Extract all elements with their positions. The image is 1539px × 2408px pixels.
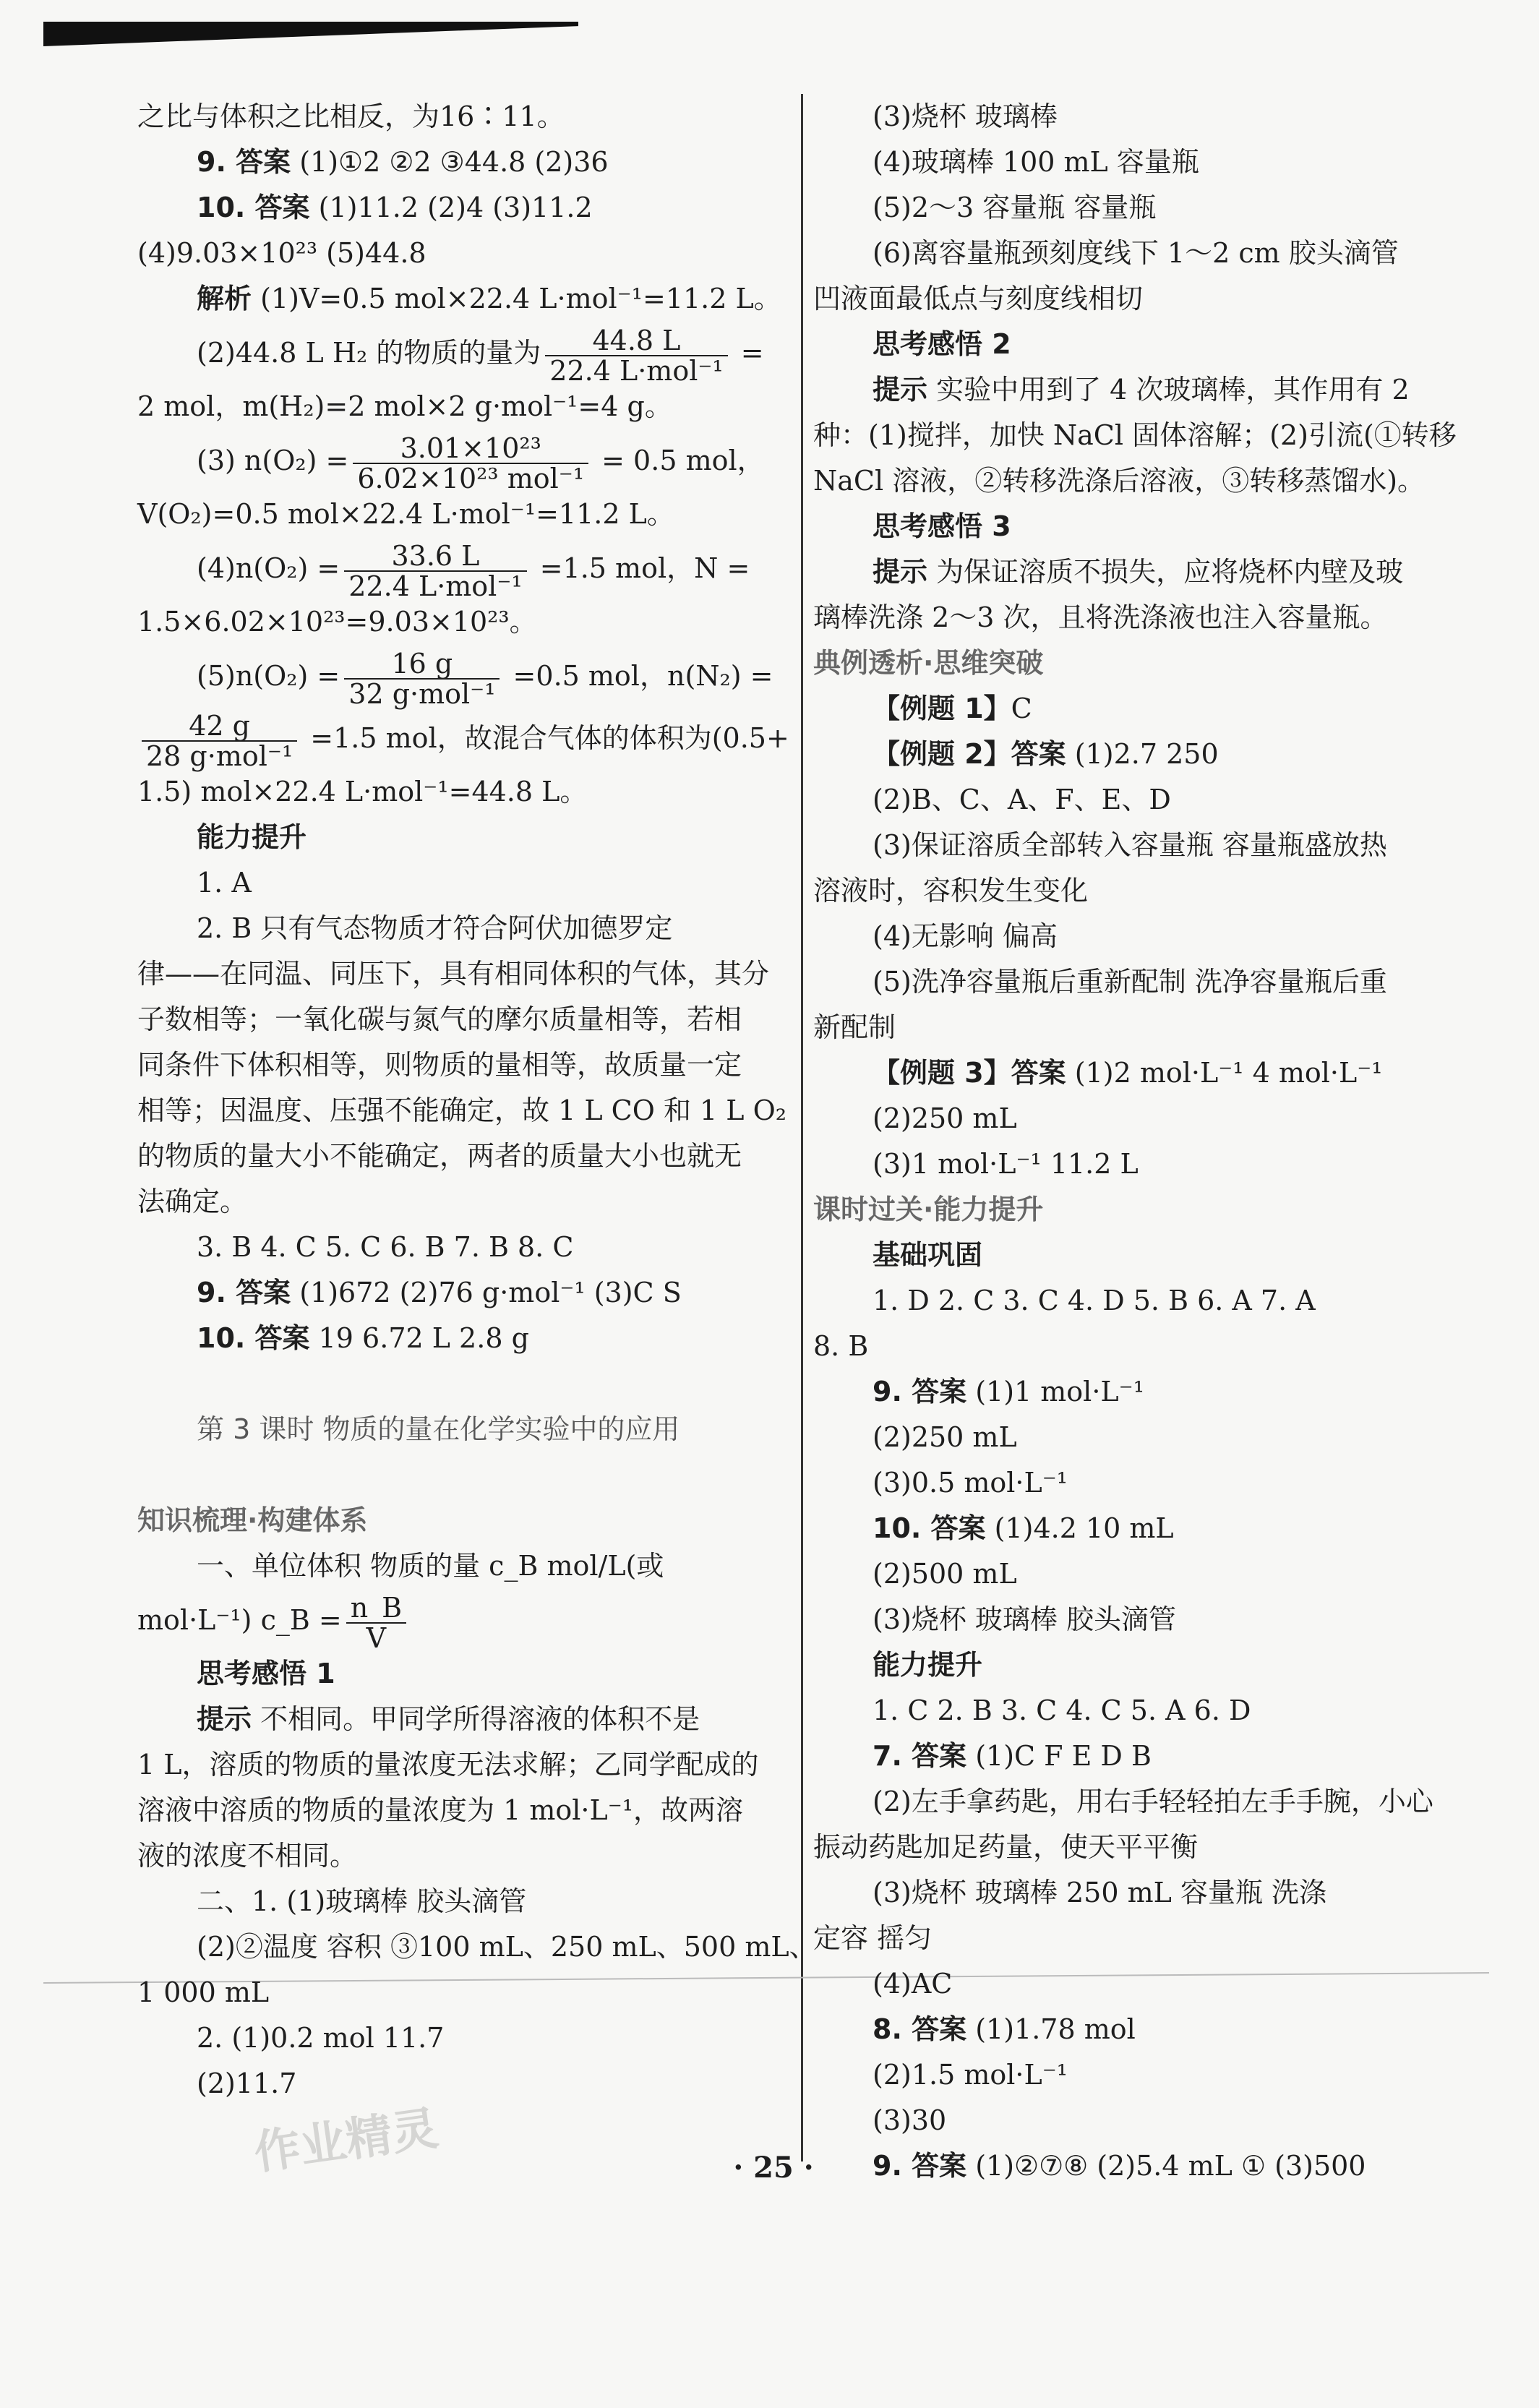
line-text: 不相同。甲同学所得溶液的体积不是 (252, 1703, 700, 1735)
line-text: (2)250 mL (873, 1421, 1017, 1453)
line-text: 2 mol，m(H₂)=2 mol×2 g·mol⁻¹=4 g。 (137, 390, 672, 422)
text-line (137, 140, 802, 185)
text-line (137, 769, 802, 815)
page-number: · 25 · (733, 2151, 814, 2185)
answer-label: 提示 (197, 1703, 252, 1735)
text-line (813, 2052, 1478, 2098)
line-text: 1.5×6.02×10²³=9.03×10²³。 (137, 606, 537, 638)
text-line (813, 640, 1478, 686)
text-line (813, 185, 1478, 231)
line-text-after: =0.5 mol，n(N₂) = (504, 660, 773, 692)
fraction-denominator: V (366, 1621, 387, 1654)
fraction (353, 434, 588, 493)
line-text: 相等；因温度、压强不能确定，故 1 L CO 和 1 L O₂ (137, 1094, 786, 1126)
text-line (137, 537, 802, 602)
text-line (813, 686, 1478, 732)
text-line (813, 1688, 1478, 1734)
line-text: 种：(1)搅拌，加快 NaCl 固体溶解；(2)引流(①转移 (813, 419, 1457, 451)
line-text: (4)9.03×10²³ (5)44.8 (137, 237, 426, 269)
line-text: 二、1. (1)玻璃棒 胶头滴管 (197, 1885, 527, 1917)
line-text: 液的浓度不相同。 (137, 1840, 358, 1872)
fraction (545, 326, 727, 385)
line-text: (1)672 (2)76 g·mol⁻¹ (3)C S (291, 1277, 682, 1308)
text-line (813, 868, 1478, 914)
text-line (813, 1506, 1478, 1551)
lesson-heading: 第 3 课时 物质的量在化学实验中的应用 (197, 1413, 680, 1445)
line-text: (1)②⑦⑧ (2)5.4 mL ① (3)500 (966, 2150, 1366, 2182)
line-text: 1. D 2. C 3. C 4. D 5. B 6. A 7. A (873, 1285, 1316, 1316)
answer-label: 9. 答案 (873, 1376, 967, 1407)
answer-label: 10. 答案 (197, 1322, 310, 1354)
text-line (813, 1415, 1478, 1460)
text-line (137, 231, 802, 276)
line-text: (2)11.7 (197, 2068, 297, 2099)
line-text: mol·L⁻¹) c_B = (137, 1604, 342, 1636)
line-text: (1)C F E D B (966, 1740, 1152, 1772)
fraction-denominator: 32 g·mol⁻¹ (348, 677, 496, 710)
fraction (346, 1593, 406, 1653)
text-line (137, 1543, 802, 1589)
text-line (137, 707, 802, 772)
line-text: (3)30 (873, 2104, 947, 2136)
line-text: (1)V=0.5 mol×22.4 L·mol⁻¹=11.2 L。 (252, 283, 781, 314)
answer-label: 10. 答案 (873, 1512, 986, 1544)
text-line (137, 815, 802, 860)
line-text: 新配制 (813, 1011, 896, 1043)
text-line (813, 458, 1478, 504)
text-line (137, 185, 802, 231)
text-line (137, 1361, 802, 1407)
text-line (137, 997, 802, 1042)
text-line (813, 1734, 1478, 1779)
text-line (137, 906, 802, 951)
text-line (137, 1407, 802, 1452)
fraction-numerator: n_B (346, 1593, 406, 1624)
text-line (813, 1460, 1478, 1506)
text-line (137, 2015, 802, 2061)
text-line (813, 1187, 1478, 1233)
line-text: (2)1.5 mol·L⁻¹ (873, 2059, 1068, 2091)
line-text: (2)250 mL (873, 1102, 1017, 1134)
line-text: (2)②温度 容积 ③100 mL、250 mL、500 mL、 (197, 1931, 817, 1963)
line-text: 8. B (813, 1330, 869, 1362)
text-line (813, 914, 1478, 959)
line-text: NaCl 溶液，②转移洗涤后溶液，③转移蒸馏水)。 (813, 465, 1426, 497)
fraction (344, 649, 500, 708)
answer-label: 9. 答案 (197, 146, 291, 178)
fraction-denominator: 22.4 L·mol⁻¹ (348, 570, 523, 602)
text-line (137, 1924, 817, 1970)
text-line (137, 645, 802, 710)
line-text: 为保证溶质不损失，应将烧杯内壁及玻 (927, 556, 1404, 588)
text-line (813, 595, 1478, 640)
text-line (813, 504, 1478, 549)
answer-label: 能力提升 (873, 1649, 983, 1681)
text-line (813, 1233, 1478, 1278)
text-line (813, 2143, 1478, 2189)
text-line (813, 1870, 1478, 1916)
line-text: 1. A (197, 867, 252, 899)
line-text: 一、单位体积 物质的量 c_B mol/L(或 (197, 1550, 664, 1582)
text-line (137, 1788, 802, 1833)
line-text: (4)玻璃棒 100 mL 容量瓶 (873, 146, 1199, 178)
text-line (813, 413, 1478, 458)
line-text: (4)无影响 偏高 (873, 920, 1058, 952)
text-line (137, 1742, 802, 1788)
text-line (137, 951, 802, 997)
answer-label: 9. 答案 (197, 1277, 291, 1308)
answer-label: 提示 (873, 556, 928, 588)
fraction-denominator: 28 g·mol⁻¹ (146, 740, 293, 772)
section-heading: 典例透析·思维突破 (813, 647, 1044, 679)
text-line (813, 2007, 1478, 2052)
answer-label: 提示 (873, 374, 928, 406)
text-line (137, 860, 802, 906)
line-text: 振动药匙加足药量，使天平平衡 (813, 1831, 1199, 1863)
text-line (137, 1498, 802, 1543)
fraction (344, 541, 526, 601)
line-text: 定容 摇匀 (813, 1922, 933, 1954)
text-line (137, 1833, 802, 1879)
text-line (813, 1096, 1478, 1141)
fraction (142, 711, 297, 771)
fraction-denominator: 6.02×10²³ mol⁻¹ (357, 462, 585, 494)
line-text: 同条件下体积相等，则物质的量相等，故质量一定 (137, 1049, 742, 1081)
line-text: 1. C 2. B 3. C 4. C 5. A 6. D (873, 1694, 1251, 1726)
line-text: V(O₂)=0.5 mol×22.4 L·mol⁻¹=11.2 L。 (137, 498, 674, 530)
answer-label: 能力提升 (197, 821, 307, 853)
line-text: (3)烧杯 玻璃棒 胶头滴管 (873, 1603, 1176, 1635)
text-line (137, 276, 802, 322)
watermark: 作业精灵 (250, 2101, 442, 2181)
left-column (137, 94, 817, 2107)
text-line (813, 1779, 1478, 1825)
text-line (813, 1278, 1478, 1324)
answer-label: 【例题 1】 (873, 693, 1011, 724)
text-line (137, 1970, 802, 2015)
line-text: (1)4.2 10 mL (985, 1512, 1174, 1544)
fraction-numerator: 16 g (344, 649, 500, 680)
text-line (137, 1452, 802, 1498)
line-text: (3)0.5 mol·L⁻¹ (873, 1467, 1068, 1499)
line-text: 19 6.72 L 2.8 g (309, 1322, 529, 1354)
text-line (813, 1050, 1478, 1096)
top-decoration-bar (43, 22, 578, 46)
line-text: (3)保证溶质全部转入容量瓶 容量瓶盛放热 (873, 829, 1387, 861)
text-line (137, 322, 802, 387)
text-line (813, 231, 1478, 276)
line-text: (5)2～3 容量瓶 容量瓶 (873, 192, 1157, 223)
answer-label: 9. 答案 (873, 2150, 967, 2182)
text-line (137, 384, 802, 429)
line-text: (3)1 mol·L⁻¹ 11.2 L (873, 1148, 1139, 1180)
line-text: C (1011, 693, 1032, 724)
answer-label: 解析 (197, 283, 252, 314)
line-text: (2)B、C、A、F、E、D (873, 784, 1171, 815)
text-line (813, 777, 1478, 823)
line-text: (1)11.2 (2)4 (3)11.2 (309, 192, 593, 223)
text-line (137, 1589, 802, 1654)
text-line (137, 599, 802, 645)
line-text: 律——在同温、同压下，具有相同体积的气体，其分 (137, 958, 770, 990)
line-text: 溶液时，容积发生变化 (813, 875, 1089, 907)
line-text: 子数相等；一氧化碳与氮气的摩尔质量相等，若相 (137, 1003, 742, 1035)
line-text-after: =1.5 mol，故混合气体的体积为(0.5+ (301, 722, 789, 754)
line-text: (1)①2 ②2 ③44.8 (2)36 (291, 146, 609, 178)
text-line (813, 367, 1478, 413)
answer-label: 【例题 2】答案 (873, 738, 1066, 770)
line-text: 实验中用到了 4 次玻璃棒，其作用有 2 (927, 374, 1410, 406)
section-heading: 课时过关·能力提升 (813, 1194, 1044, 1225)
text-line (137, 1088, 802, 1134)
text-line (813, 1961, 1478, 2007)
line-text: (1)1 mol·L⁻¹ (966, 1376, 1144, 1407)
line-text: 凹液面最低点与刻度线相切 (813, 283, 1144, 314)
text-line (813, 1825, 1478, 1870)
line-text: 2. B 只有气态物质才符合阿伏加德罗定 (197, 912, 673, 944)
fraction-numerator: 44.8 L (545, 326, 727, 356)
answer-label: 10. 答案 (197, 192, 310, 223)
line-text: (3) n(O₂) = (197, 445, 349, 476)
line-text: (5)n(O₂) = (197, 660, 340, 692)
text-line (137, 2061, 802, 2107)
text-line (813, 823, 1478, 868)
text-line (137, 1316, 802, 1361)
answer-label: 基础巩固 (873, 1239, 983, 1271)
line-text: (2)左手拿药匙，用右手轻轻拍左手手腕，小心 (873, 1786, 1433, 1817)
answer-label: 思考感悟 2 (873, 328, 1011, 360)
text-line (137, 1270, 802, 1316)
text-line (137, 429, 802, 492)
line-text: (4)AC (873, 1968, 953, 2000)
text-line (137, 1879, 802, 1924)
fraction-numerator: 33.6 L (344, 541, 526, 572)
line-text: (5)洗净容量瓶后重新配制 洗净容量瓶后重 (873, 966, 1387, 998)
line-text: 的物质的量大小不能确定，两者的质量大小也就无 (137, 1140, 742, 1172)
text-line (813, 276, 1478, 322)
line-text: (6)离容量瓶颈刻度线下 1～2 cm 胶头滴管 (873, 237, 1399, 269)
answer-label: 7. 答案 (873, 1740, 967, 1772)
text-line (137, 1134, 802, 1179)
text-line (137, 1179, 802, 1225)
line-text: (1)2 mol·L⁻¹ 4 mol·L⁻¹ (1066, 1057, 1383, 1089)
line-text: (4)n(O₂) = (197, 552, 340, 584)
section-heading: 知识梳理·构建体系 (137, 1504, 368, 1536)
text-line (813, 1005, 1478, 1050)
line-text: 1 L，溶质的物质的量浓度无法求解；乙同学配成的 (137, 1749, 759, 1781)
text-line (137, 1697, 802, 1742)
line-text: (1)2.7 250 (1066, 738, 1219, 770)
text-line (813, 732, 1478, 777)
line-text: 之比与体积之比相反，为16∶11。 (137, 100, 565, 132)
text-line (813, 1597, 1478, 1642)
line-text: (1)1.78 mol (966, 2013, 1136, 2045)
fraction-numerator: 3.01×10²³ (353, 434, 588, 464)
text-line (813, 1642, 1478, 1688)
line-text: (2)500 mL (873, 1558, 1017, 1590)
right-column (813, 94, 1478, 2189)
line-text: 璃棒洗涤 2～3 次，且将洗涤液也注入容量瓶。 (813, 601, 1388, 633)
text-line (813, 1551, 1478, 1597)
text-line (813, 959, 1478, 1005)
text-line (813, 1916, 1478, 1961)
line-text: 法确定。 (137, 1186, 248, 1217)
text-line (813, 1324, 1478, 1369)
line-text: (2)44.8 L H₂ 的物质的量为 (197, 337, 541, 369)
text-line (813, 1141, 1478, 1187)
text-line (137, 1225, 802, 1270)
line-text-after: =1.5 mol，N = (531, 552, 750, 584)
text-line (813, 322, 1478, 367)
line-text: 溶液中溶质的物质的量浓度为 1 mol·L⁻¹，故两溶 (137, 1794, 744, 1826)
answer-label: 【例题 3】答案 (873, 1057, 1066, 1089)
line-text: (3)烧杯 玻璃棒 (873, 100, 1058, 132)
fraction-denominator: 22.4 L·mol⁻¹ (549, 354, 724, 387)
text-line (813, 549, 1478, 595)
line-text: (3)烧杯 玻璃棒 250 mL 容量瓶 洗涤 (873, 1877, 1327, 1908)
text-line (137, 94, 802, 140)
text-line (813, 140, 1478, 185)
line-text: 2. (1)0.2 mol 11.7 (197, 2022, 445, 2054)
answer-label: 8. 答案 (873, 2013, 967, 2045)
text-line (137, 1042, 802, 1088)
line-text: 1 000 mL (137, 1976, 270, 2008)
text-line (813, 1369, 1478, 1415)
line-text-after: = (732, 337, 764, 369)
text-line (137, 492, 802, 537)
text-line (813, 2098, 1478, 2143)
text-line (137, 1651, 802, 1697)
text-line (813, 94, 1478, 140)
line-text-after: = 0.5 mol， (593, 445, 765, 476)
answer-label: 思考感悟 3 (873, 510, 1011, 542)
answer-label: 思考感悟 1 (197, 1658, 335, 1689)
line-text: 3. B 4. C 5. C 6. B 7. B 8. C (197, 1231, 574, 1263)
line-text: 1.5) mol×22.4 L·mol⁻¹=44.8 L。 (137, 776, 588, 807)
fraction-numerator: 42 g (142, 711, 297, 742)
